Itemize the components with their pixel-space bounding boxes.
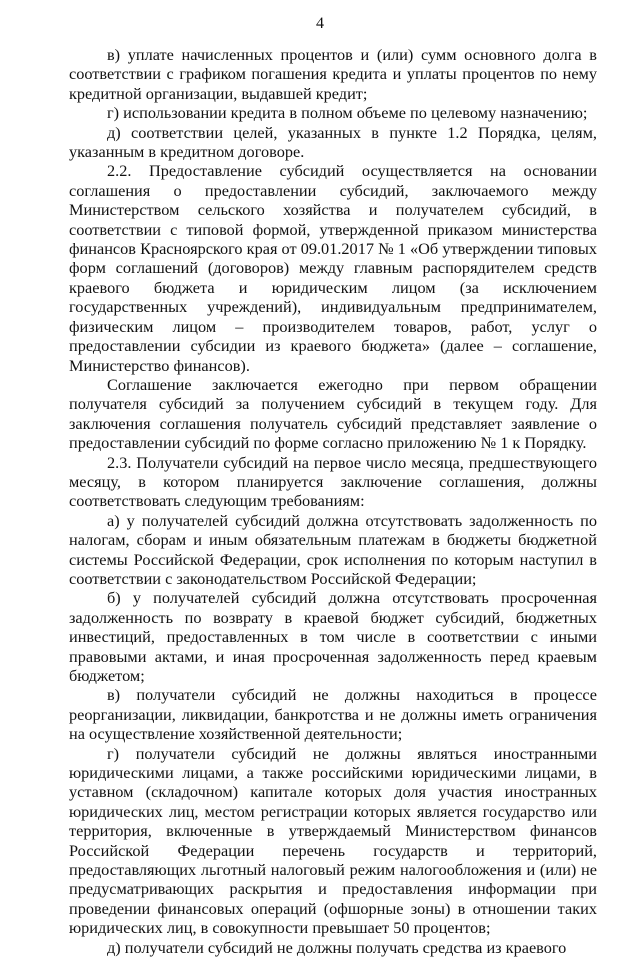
paragraph-requirement-b: б) у получателей субсидий должна отсутствовать просроченная задолженность по возврату в краевой бюджет субсидий, бюджетных инвестиций, предоставленных в том числе в соответствии с иными правовыми актами, и иная просроченная задолженность перед краевым бюджетом; — [69, 588, 597, 685]
page-number: 4 — [316, 15, 324, 32]
paragraph-agreement: Соглашение заключается ежегодно при первом обращении получателя субсидий за получением субсидий в текущем году. Для заключения соглашения получатель субсидий представляет заявление о предоставлении субсидий по форме согласно приложению № 1 к Порядку. — [69, 374, 597, 453]
paragraph-clause-2-3: 2.3. Получатели субсидий на первое число месяца, предшествующего месяцу, в котором планируется заключение соглашения, должны соответствовать следующим требованиям: — [69, 452, 597, 511]
paragraph-requirement-d: д) получатели субсидий не должны получать средства из краевого — [107, 937, 567, 957]
paragraph-item-g-usage: г) использовании кредита в полном объеме по целевому назначению; — [107, 103, 588, 123]
paragraph-clause-2-2: 2.2. Предоставление субсидий осуществляется на основании соглашения о предоставлении субсидий, заключаемого между Министерством сельского хозяйства и получателем субсидий, в соответствии с типовой формой, утвержденной приказом министерства финансов Красноярского края от 09.01.2017 № 1 «Об утверждении типовых форм соглашений (договоров) между главным распорядителем средств краевого бюджета и юридическим лицом (за исключением государственных учреждений), индивидуальным предпринимателем, физическим лицом – производителем товаров, работ, услуг о предоставлении субсидии из краевого бюджета» (далее – соглашение, Министерство финансов). — [69, 161, 597, 375]
paragraph-item-v-payment: в) уплате начисленных процентов и (или) сумм основного долга в соответствии с графиком погашения кредита и уплаты процентов по нему кредитной организации, выдавшей кредит; — [69, 45, 597, 103]
paragraph-requirement-v: в) получатели субсидий не должны находиться в процессе реорганизации, ликвидации, банкротства и не должны иметь ограничения на осуществление хозяйственной деятельности; — [69, 685, 597, 744]
paragraph-requirement-g: г) получатели субсидий не должны являться иностранными юридическими лицами, а также российскими юридическими лицами, в уставном (складочном) капитале которых доля участия иностранных юридических лиц, местом регистрации которых является государство или территория, включенные в утверждаемый Министерством финансов Российской Федерации перечень государств и территорий, предоставляющих льготный налоговый режим налогообложения и (или) не предусматривающих раскрытия и предоставления информации при проведении финансовых операций (офшорные зоны) в отношении таких юридических лиц, в совокупности превышает 50 процентов; — [69, 743, 597, 938]
document-body — [69, 45, 597, 957]
paragraph-item-d-goals: д) соответствии целей, указанных в пункте 1.2 Порядка, целям, указанным в кредитном договоре. — [69, 122, 597, 162]
paragraph-requirement-a: а) у получателей субсидий должна отсутствовать задолженность по налогам, сборам и иным обязательным платежам в бюджеты бюджетной системы Российской Федерации, срок исполнения по которым наступил в соответствии с законодательством Российской Федерации; — [69, 510, 597, 588]
